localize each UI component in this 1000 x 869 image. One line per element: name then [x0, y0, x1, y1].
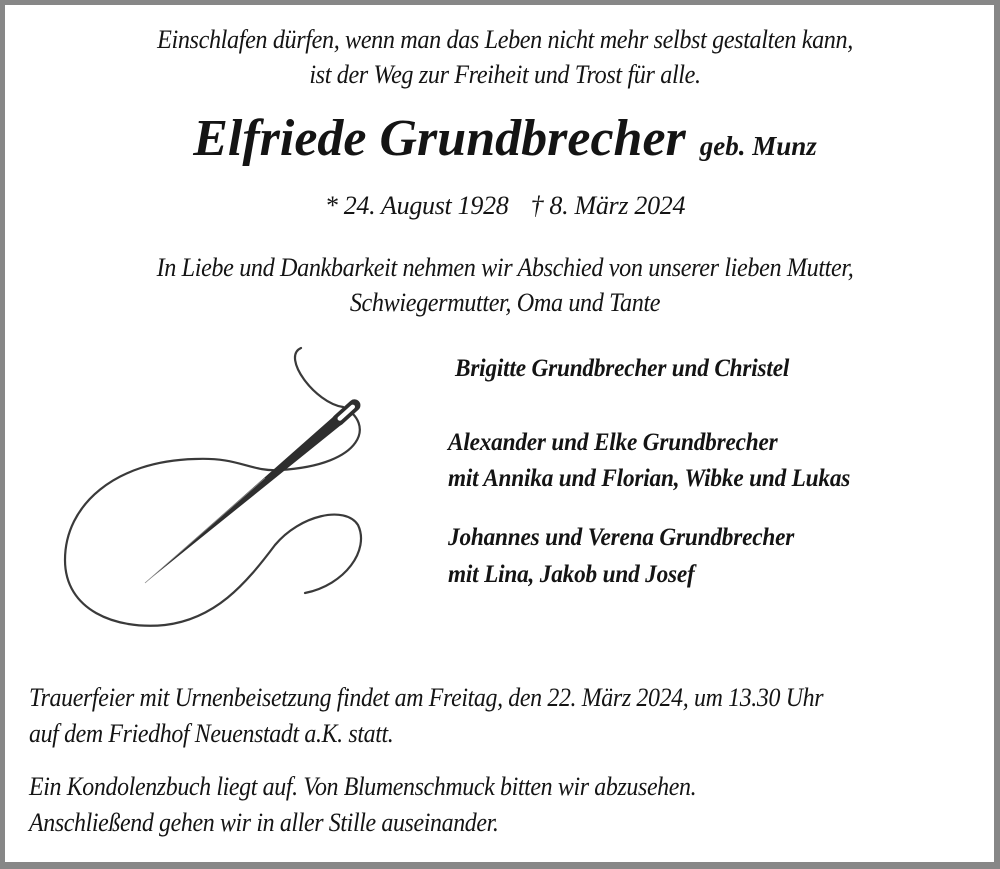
ceremony-line-1: Trauerfeier mit Urnenbeisetzung findet am Freitag, den 22. März 2024, um 13.30 Uhr: [29, 683, 824, 712]
family-entry-3-line-2: mit Lina, Jakob und Josef: [448, 561, 695, 588]
family-entry-2-line-2: mit Annika und Florian, Wibke und Lukas: [448, 465, 851, 492]
family-entry-3-line-1: Johannes und Verena Grundbrecher: [448, 524, 795, 551]
life-dates: [5, 191, 1000, 221]
closing-line-2: Anschließend gehen wir in aller Stille auseinander.: [29, 808, 499, 837]
birth-date: * 24. August 1928: [324, 191, 509, 220]
motto-line-2: ist der Weg zur Freiheit und Trost für alle.: [309, 60, 701, 89]
family-entry-1-line-1: Brigitte Grundbrecher und Christel: [455, 355, 790, 382]
motto-line-1: Einschlafen dürfen, wenn man das Leben nicht mehr selbst gestalten kann,: [157, 25, 853, 54]
needle-and-thread-icon: [45, 335, 445, 635]
deceased-name: Elfriede Grundbrecher: [193, 110, 686, 167]
intro-line-1: In Liebe und Dankbarkeit nehmen wir Abschied von unserer lieben Mutter,: [156, 253, 854, 282]
intro-line-2: Schwiegermutter, Oma und Tante: [349, 288, 661, 317]
death-date: † 8. März 2024: [530, 191, 686, 220]
deceased-name-heading: [5, 109, 1000, 168]
ceremony-line-2: auf dem Friedhof Neuenstadt a.K. statt.: [29, 719, 394, 748]
maiden-name: geb. Munz: [699, 131, 817, 161]
closing-line-1: Ein Kondolenzbuch liegt auf. Von Blumenschmuck bitten wir abzusehen.: [29, 772, 697, 801]
family-entry-2-line-1: Alexander und Elke Grundbrecher: [448, 429, 778, 456]
